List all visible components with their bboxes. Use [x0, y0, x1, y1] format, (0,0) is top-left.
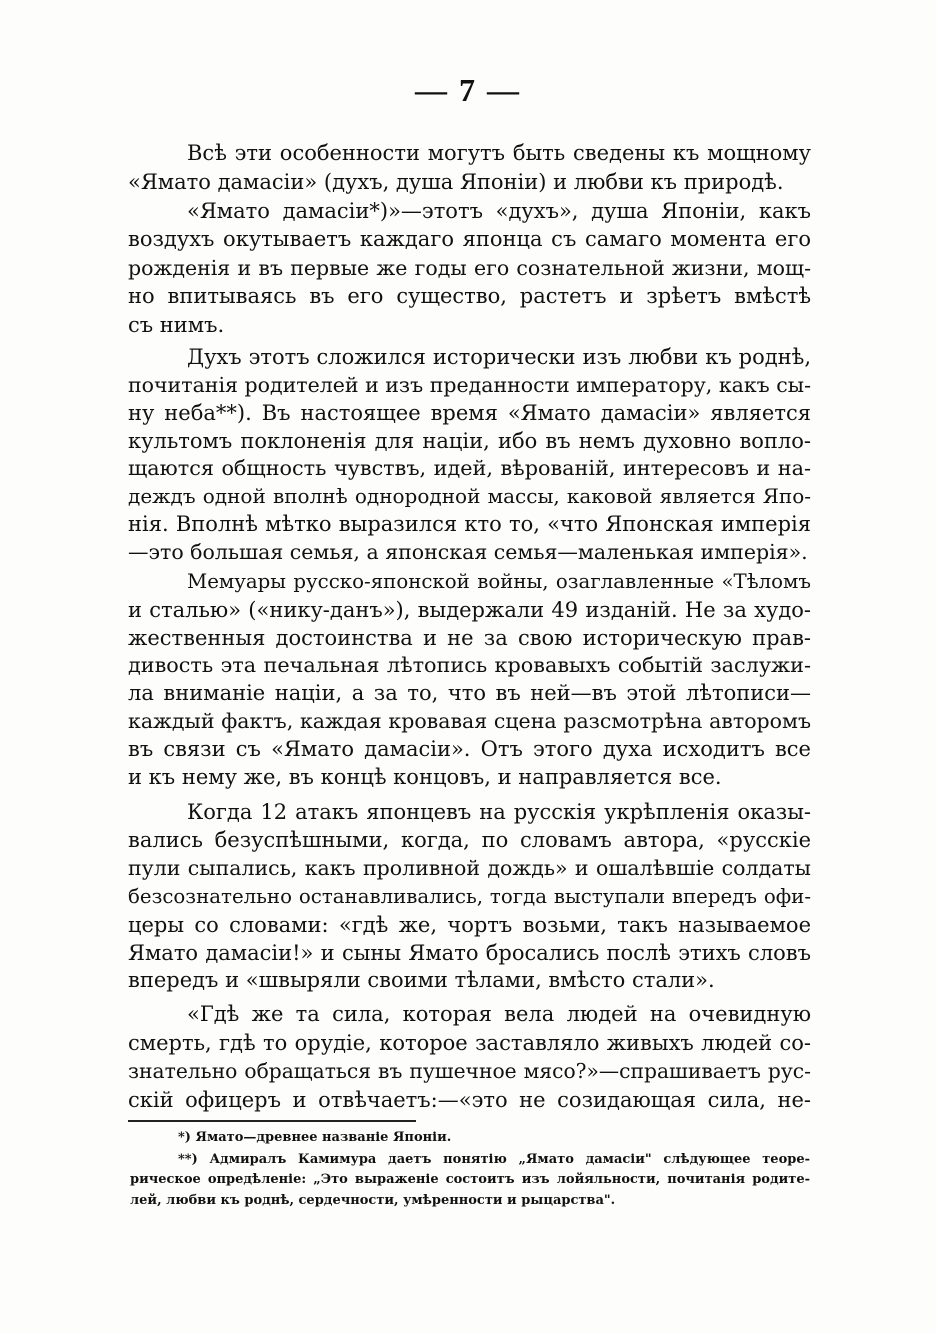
text-line: безсознательно останавливались, тогда выступали впередъ офи-	[128, 885, 811, 908]
text-line: смерть, гдѣ то орудіе, которое заставляло живыхъ людей со-	[128, 1031, 811, 1055]
text-line: жественныя достоинства и не за свою историческую прав-	[128, 626, 811, 650]
text-line: пули сыпались, какъ проливной дождь» и ошалѣвшіе солдаты	[128, 856, 811, 880]
text-line: впередъ и «швыряли своими тѣлами, вмѣсто стали».	[128, 968, 715, 992]
text-line: щаются общность чувствъ, идей, вѣрованій, интересовъ и на-	[128, 456, 811, 480]
text-line: Всѣ эти особенности могутъ быть сведены къ мощному	[187, 141, 811, 165]
text-line: воздухъ окутываетъ каждаго японца съ самаго момента его	[128, 227, 811, 251]
text-line: съ нимъ.	[128, 313, 225, 337]
text-line: Духъ этотъ сложился исторически изъ любви къ роднѣ,	[187, 345, 811, 369]
text-line: нія. Вполнѣ мѣтко выразился кто то, «что Японская имперія	[128, 512, 811, 536]
text-line: въ связи съ «Ямато дамасіи». Отъ этого духа исходитъ все	[128, 737, 811, 761]
text-line: рожденія и въ первые же годы его сознательной жизни, мощ-	[128, 256, 811, 280]
text-line: каждый фактъ, каждая кровавая сцена разсмотрѣна авторомъ	[128, 709, 811, 733]
text-line: ну неба**). Въ настоящее время «Ямато дамасіи» является	[128, 401, 811, 425]
text-line: знательно обращаться въ пушечное мясо?»—спрашиваетъ рус-	[128, 1059, 811, 1083]
text-line: ла вниманіе націи, а за то, что въ ней—въ этой лѣтописи—	[128, 681, 811, 705]
text-line: «Ямато дамасіи» (духъ, душа Японіи) и любви къ природѣ.	[128, 170, 784, 194]
text-line: церы со словами: «гдѣ же, чортъ возьми, такъ называемое	[128, 913, 811, 937]
text-line: дивость эта печальная лѣтопись кровавыхъ событій заслужи-	[128, 653, 811, 677]
footnote-line: лей, любви къ роднѣ, сердечности, умѣренности и рыцарства".	[130, 1193, 616, 1208]
text-line: «Ямато дамасіи*)»—этотъ «духъ», душа Японіи, какъ	[187, 199, 811, 223]
text-line: Мемуары русско-японской войны, озаглавленные «Тѣломъ	[187, 570, 811, 593]
page-number: — 7 —	[415, 72, 521, 108]
footnote-line: **) Адмиралъ Камимура даетъ понятію „Ямато дамасіи" слѣдующее теоре-	[178, 1152, 810, 1167]
text-line: но впитываясь въ его существо, растетъ и зрѣетъ вмѣстѣ	[128, 284, 811, 308]
text-line: —это большая семья, а японская семья—маленькая имперія».	[128, 540, 808, 564]
text-line: Когда 12 атакъ японцевъ на русскія укрѣпленія оказы-	[187, 800, 811, 824]
text-line: скій офицеръ и отвѣчаетъ:—«это не созидающая сила, не-	[128, 1088, 811, 1112]
text-line: и къ нему же, въ концѣ концовъ, и направляется все.	[128, 765, 722, 789]
text-line: и сталью» («нику-данъ»), выдержали 49 изданій. Не за худо-	[128, 598, 811, 622]
text-line: деждъ одной вполнѣ однородной массы, каковой является Япо-	[128, 484, 811, 508]
text-line: культомъ поклоненія для націи, ибо въ немъ духовно вопло-	[128, 429, 811, 453]
text-line: почитанія родителей и изъ преданности императору, какъ сы-	[128, 373, 811, 397]
text-line: Ямато дамасіи!» и сыны Ямато бросались послѣ этихъ словъ	[128, 941, 811, 965]
footnote-line: рическое опредѣленіе: „Это выраженіе состоитъ изъ лойяльности, почитанія родите-	[130, 1172, 810, 1187]
footnote-line: *) Ямато—древнее названіе Японіи.	[178, 1130, 452, 1145]
text-line: «Гдѣ же та сила, которая вела людей на очевидную	[187, 1002, 811, 1026]
footnote-divider	[128, 1120, 416, 1122]
text-line: вались безуспѣшными, когда, по словамъ автора, «русскіе	[128, 828, 811, 852]
